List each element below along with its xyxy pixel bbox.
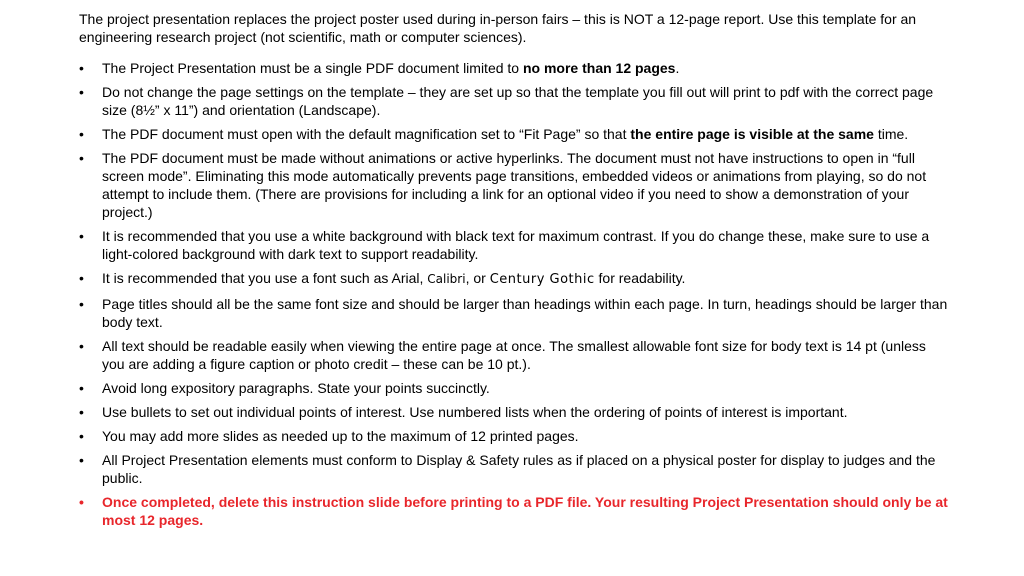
instruction-list xyxy=(79,59,949,529)
instruction-slide xyxy=(79,10,949,535)
item-text: Do not change the page settings on the template – they are set up so that the template you fill out will print to pdf with the correct page size (8½” x 11”) and orientation (Landscape). xyxy=(102,84,934,118)
item-text: All Project Presentation elements must conform to Display & Safety rules as if placed on a physical poster for display to judges and the public. xyxy=(102,452,936,486)
list-item xyxy=(79,125,949,143)
item-emphasis: the entire page is visible at the same xyxy=(630,126,874,142)
list-item xyxy=(79,149,949,221)
bullet-icon: • xyxy=(79,404,84,420)
list-item xyxy=(79,83,949,119)
font-sample-century-gothic: Century Gothic xyxy=(489,272,595,287)
item-text-end: time. xyxy=(873,126,909,142)
item-text: It is recommended that you use a white background with black text for maximum contrast. If you do change these, make sure to use a light-colored background with dark text to support readability. xyxy=(102,228,930,262)
item-text-middle: , or xyxy=(465,270,490,286)
item-text: It is recommended that you use a font such as Arial, xyxy=(102,270,428,286)
list-item xyxy=(79,379,949,397)
item-text: Use bullets to set out individual points of interest. Use numbered lists when the ordering of points of interest is important. xyxy=(102,404,848,420)
list-item xyxy=(79,451,949,487)
item-text: Avoid long expository paragraphs. State your points succinctly. xyxy=(102,380,490,396)
list-item xyxy=(79,337,949,373)
bullet-icon: • xyxy=(79,60,84,76)
item-text: All text should be readable easily when viewing the entire page at once. The smallest allowable font size for body text is 14 pt (unless you are adding a figure caption or photo credit – these can be 10 pt.). xyxy=(102,338,926,372)
item-text: Page titles should all be the same font size and should be larger than headings within each page. In turn, headings should be larger than body text. xyxy=(102,296,948,330)
bullet-icon: • xyxy=(79,150,84,166)
list-item xyxy=(79,269,949,289)
list-item xyxy=(79,403,949,421)
item-text: The PDF document must be made without animations or active hyperlinks. The document must not have instructions to open in “full screen mode”. Eliminating this mode automatically prevents page transitions, embedded videos or animations from playing, so do not attempt to include them. (There are provisions for including a link for an optional video if you need to show a demonstration of your project.) xyxy=(102,150,927,220)
bullet-icon: • xyxy=(79,428,84,444)
bullet-icon: • xyxy=(79,494,84,510)
bullet-icon: • xyxy=(79,126,84,142)
font-sample-calibri: Calibri xyxy=(427,272,466,286)
intro-paragraph: The project presentation replaces the project poster used during in-person fairs – this is NOT a 12-page report. Use this template for an engineering research project (not scientific, math or computer sciences). xyxy=(79,11,917,45)
list-item-warning xyxy=(79,493,949,529)
list-item xyxy=(79,227,949,263)
item-text: You may add more slides as needed up to the maximum of 12 printed pages. xyxy=(102,428,579,444)
bullet-icon: • xyxy=(79,452,84,468)
item-emphasis: no more than 12 pages xyxy=(522,60,676,76)
item-text: Once completed, delete this instruction slide before printing to a PDF file. Your resulting Project Presentation should only be at most 12 pages. xyxy=(102,494,948,528)
bullet-icon: • xyxy=(79,380,84,396)
list-item xyxy=(79,59,949,77)
list-item xyxy=(79,427,949,445)
item-text: The Project Presentation must be a single PDF document limited to xyxy=(102,60,523,76)
item-text-end: . xyxy=(675,60,680,76)
bullet-icon: • xyxy=(79,84,84,100)
item-text-end: for readability. xyxy=(594,270,686,286)
list-item xyxy=(79,295,949,331)
bullet-icon: • xyxy=(79,270,84,286)
bullet-icon: • xyxy=(79,296,84,312)
item-text: The PDF document must open with the default magnification set to “Fit Page” so that xyxy=(102,126,631,142)
bullet-icon: • xyxy=(79,228,84,244)
bullet-icon: • xyxy=(79,338,84,354)
